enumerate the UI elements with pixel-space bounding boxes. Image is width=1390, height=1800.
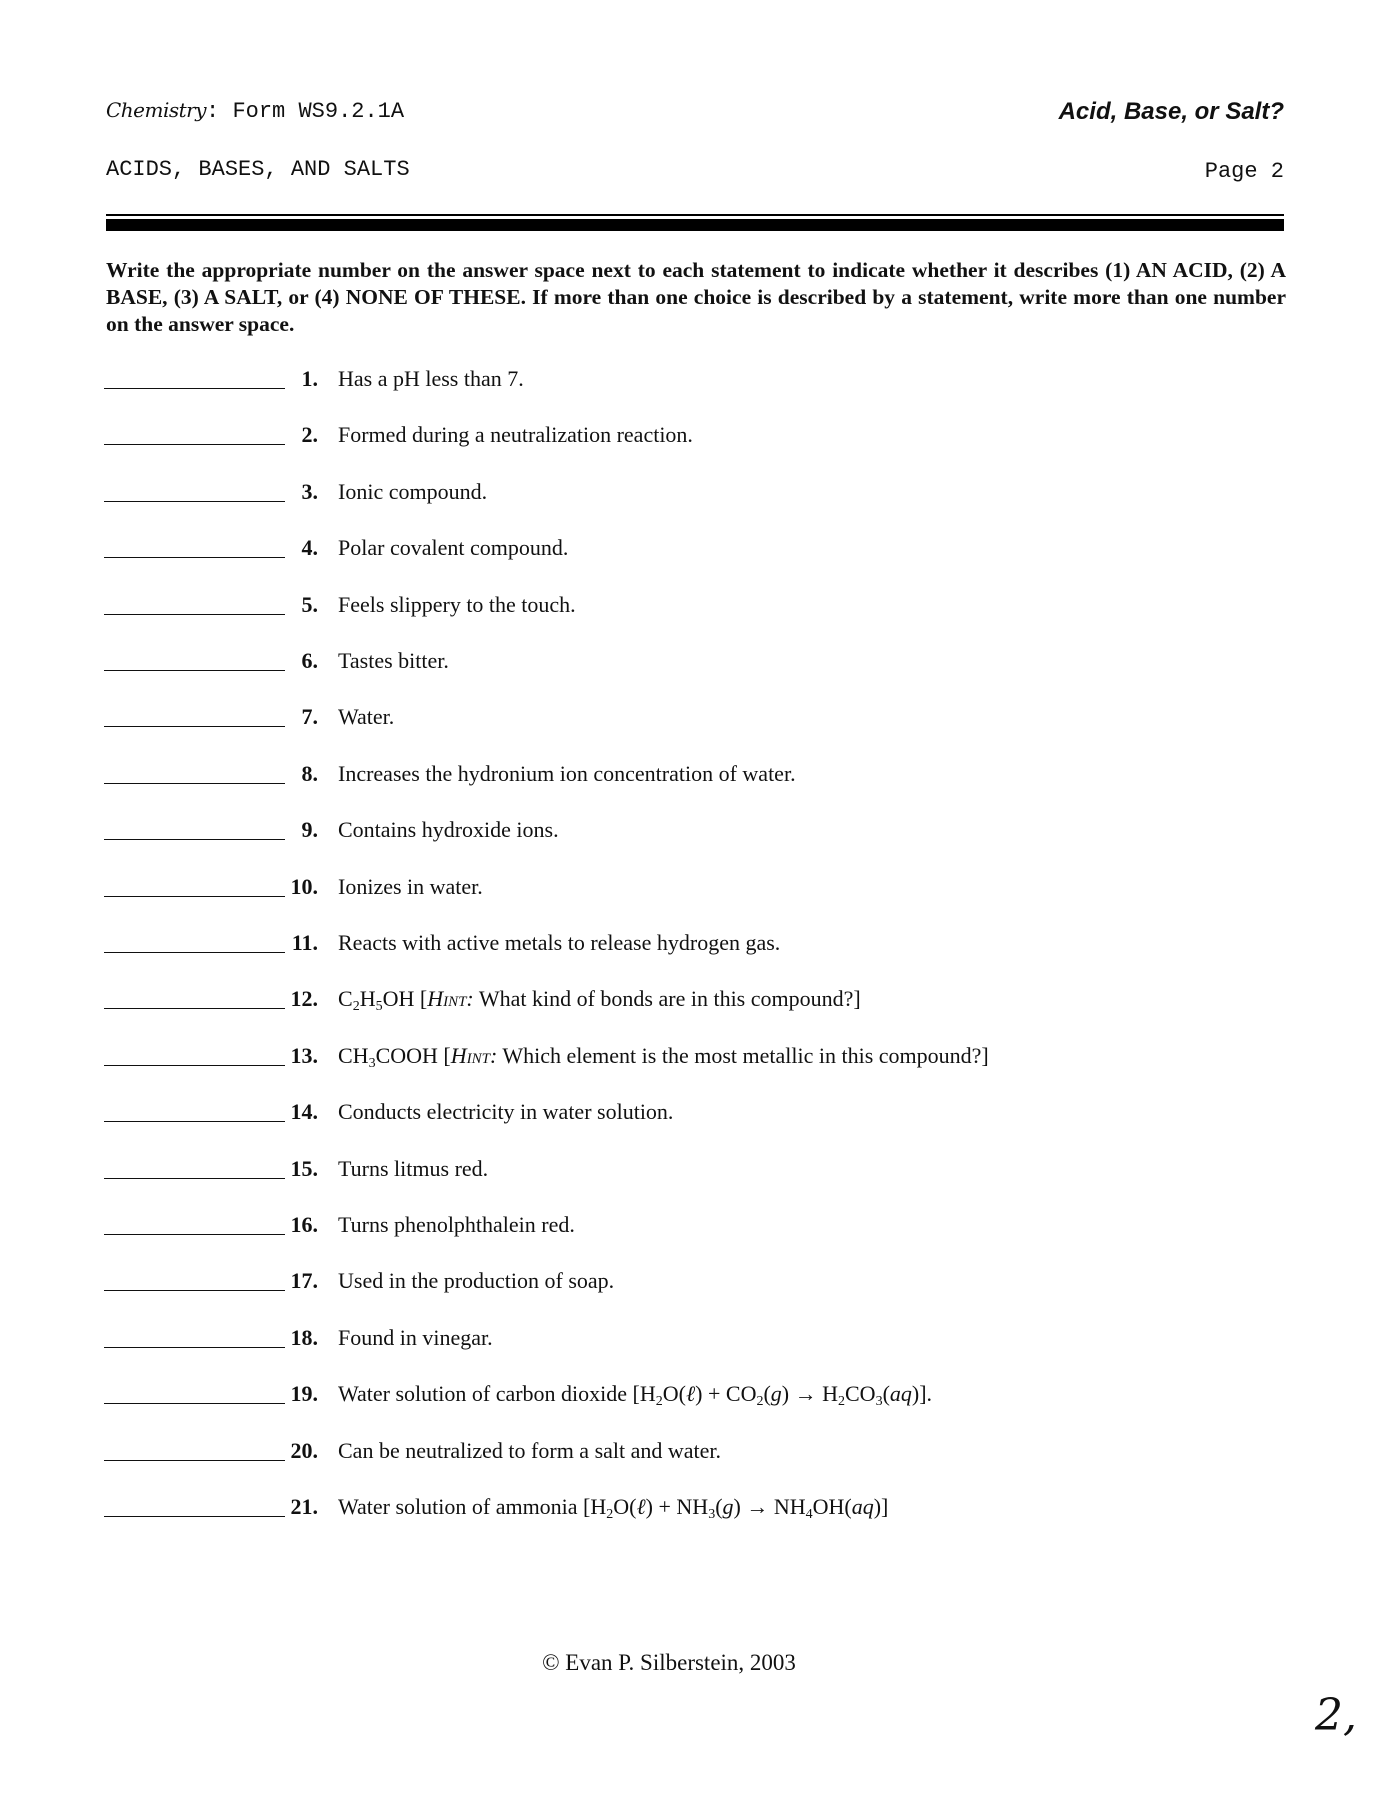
subscript: 2 [606,1507,614,1522]
answer-space[interactable] [104,414,285,445]
text-segment: ) + NH [645,1494,709,1519]
subscript: 2 [352,999,360,1015]
unit-title: ACIDS, BASES, AND SALTS [106,157,410,182]
question-row [0,358,1390,398]
state-symbol: ℓ [636,1494,646,1519]
text-segment: CH [338,1042,369,1068]
text-segment: O( [662,1381,686,1407]
question-number: 5. [301,591,318,617]
text-segment: ( [715,1494,723,1519]
question-number: 20. [290,1437,318,1463]
question-text [338,1438,721,1464]
text-segment: ( [882,1381,890,1407]
subscript: 2 [756,1394,764,1410]
question-text [338,986,861,1015]
question-number: 19. [290,1381,318,1407]
text-segment: Water solution of ammonia [H [338,1494,607,1519]
subscript: 3 [368,1055,376,1071]
question-number: 14. [290,1099,318,1125]
question-number: 1. [301,366,318,391]
question-text [338,366,524,392]
question-number: 9. [301,817,318,843]
answer-space[interactable] [104,922,285,953]
text-segment: ) → H [781,1381,838,1407]
text-segment: OH [ [382,986,428,1012]
question-text [338,479,487,505]
question-text [338,422,693,448]
hint-label: Hint: [427,986,474,1012]
text-segment: Ionizes in water. [338,873,483,899]
question-row [0,640,1390,680]
question-text [338,535,568,561]
text-segment: Has a pH less than 7. [338,366,524,391]
question-row [0,1260,1390,1300]
text-segment: Conducts electricity in water solution. [338,1099,674,1125]
question-text [338,1099,673,1125]
state-symbol: aq [851,1494,874,1519]
question-text [338,874,483,900]
text-segment: Used in the production of soap. [338,1268,615,1294]
question-row [0,1204,1390,1244]
answer-space[interactable] [104,696,285,727]
text-segment: CO [845,1381,876,1407]
question-row [0,1317,1390,1357]
question-row [0,414,1390,454]
question-row [0,527,1390,567]
answer-space[interactable] [104,1430,285,1461]
answer-space[interactable] [104,1035,285,1066]
answer-space[interactable] [104,978,285,1009]
answer-space[interactable] [104,1486,285,1517]
question-number: 11. [291,930,318,955]
question-number: 10. [290,873,318,899]
subscript: 3 [875,1394,883,1410]
state-symbol: ℓ [685,1381,696,1407]
question-row [0,978,1390,1018]
question-number: 3. [301,478,318,504]
answer-space[interactable] [104,1091,285,1122]
text-segment: Turns phenolphthalein red. [338,1212,575,1237]
question-text [338,1156,488,1182]
text-segment: Reacts with active metals to release hydrogen gas. [338,930,781,955]
question-text [338,592,576,618]
form-label: : Form WS9.2.1A [206,99,405,124]
question-row [0,866,1390,906]
question-row [0,809,1390,849]
question-number: 7. [301,704,318,730]
question-text [338,761,796,787]
question-row [0,696,1390,736]
text-segment: Found in vinegar. [338,1324,493,1350]
question-number: 15. [290,1155,318,1181]
subscript: 3 [708,1507,716,1522]
question-row [0,1373,1390,1413]
text-segment: )]. [911,1381,933,1407]
question-row [0,1486,1390,1526]
answer-space[interactable] [104,358,285,389]
form-header [106,98,404,124]
text-segment: COOH [ [375,1042,451,1068]
question-text [338,1268,614,1294]
question-row [0,922,1390,962]
answer-space[interactable] [104,1260,285,1291]
text-segment: What kind of bonds are in this compound?] [473,986,861,1012]
page-number: Page 2 [1204,159,1284,184]
question-text [338,1043,989,1069]
copyright-text: © Evan P. Silberstein, 2003 [542,1650,796,1675]
answer-space[interactable] [104,640,285,671]
text-segment: OH( [812,1494,852,1519]
answer-space[interactable] [104,753,285,784]
question-text [338,1212,575,1238]
question-text [338,1381,933,1410]
answer-space[interactable] [104,471,285,502]
question-number: 16. [290,1212,318,1237]
question-number: 8. [301,760,318,786]
question-row [0,471,1390,511]
answer-space[interactable] [104,1373,285,1404]
instructions: Write the appropriate number on the answer space next to each statement to indicate whether it describes (1) AN ACID, (2) A BASE, (3) A SALT, or (4) NONE OF THESE. If more than one choice is described by a statement, write more than one number on the answer space. [106,258,1286,336]
question-row [0,1091,1390,1131]
answer-space[interactable] [104,584,285,615]
answer-space[interactable] [104,866,285,897]
text-segment: Tastes bitter. [338,648,449,673]
question-row [0,1430,1390,1470]
question-number: 4. [301,535,318,561]
text-segment: Increases the hydronium ion concentration of water. [338,760,796,786]
question-row [0,753,1390,793]
text-segment: Polar covalent compound. [338,535,569,561]
answer-space[interactable] [104,527,285,558]
question-number: 21. [290,1494,318,1519]
text-segment: Ionic compound. [338,478,488,504]
text-segment: )] [873,1494,889,1519]
answer-space[interactable] [104,1148,285,1179]
question-number: 17. [290,1268,318,1294]
question-text [338,648,449,674]
subscript: 2 [838,1394,845,1410]
answer-space[interactable] [104,809,285,840]
copyright-footer [0,1650,1390,1676]
text-segment: H [359,986,376,1012]
text-segment: Can be neutralized to form a salt and water. [338,1437,722,1463]
state-symbol: aq [889,1381,912,1407]
subscript: 4 [805,1507,813,1522]
text-segment: Formed during a neutralization reaction. [338,422,693,448]
header-rule-thin [106,214,1284,216]
question-text [338,1494,888,1520]
question-number: 18. [290,1324,318,1350]
subscript: 5 [375,999,383,1015]
text-segment: O( [613,1494,637,1519]
question-text [338,1325,493,1351]
text-segment: ) + CO [695,1381,757,1407]
text-segment: ) → NH [733,1494,806,1519]
question-number: 6. [301,648,318,673]
question-text [338,817,559,843]
course-name: Chemistry [106,98,207,122]
hint-label: Hint: [450,1042,498,1068]
text-segment: Water solution of carbon dioxide [H [338,1381,656,1407]
text-segment: Turns litmus red. [338,1155,489,1181]
question-row [0,1148,1390,1188]
handwritten-page-mark: 2, [1315,1690,1357,1741]
question-row [0,1035,1390,1075]
worksheet-title: Acid, Base, or Salt? [1058,98,1284,125]
subscript: 2 [655,1394,663,1410]
question-number: 13. [290,1042,318,1068]
text-segment: Which element is the most metallic in this compound?] [497,1042,989,1068]
answer-space[interactable] [104,1317,285,1348]
answer-space[interactable] [104,1204,285,1235]
text-segment: C [338,986,353,1012]
state-symbol: g [722,1494,734,1519]
text-segment: Water. [338,704,395,730]
question-number: 2. [301,422,318,448]
text-segment: Feels slippery to the touch. [338,591,576,617]
state-symbol: g [770,1381,782,1407]
header-rule-thick [106,219,1284,231]
question-number: 12. [290,986,318,1012]
text-segment: ( [763,1381,771,1407]
text-segment: Contains hydroxide ions. [338,817,559,843]
question-row [0,584,1390,624]
question-text [338,930,780,956]
question-text [338,704,394,730]
